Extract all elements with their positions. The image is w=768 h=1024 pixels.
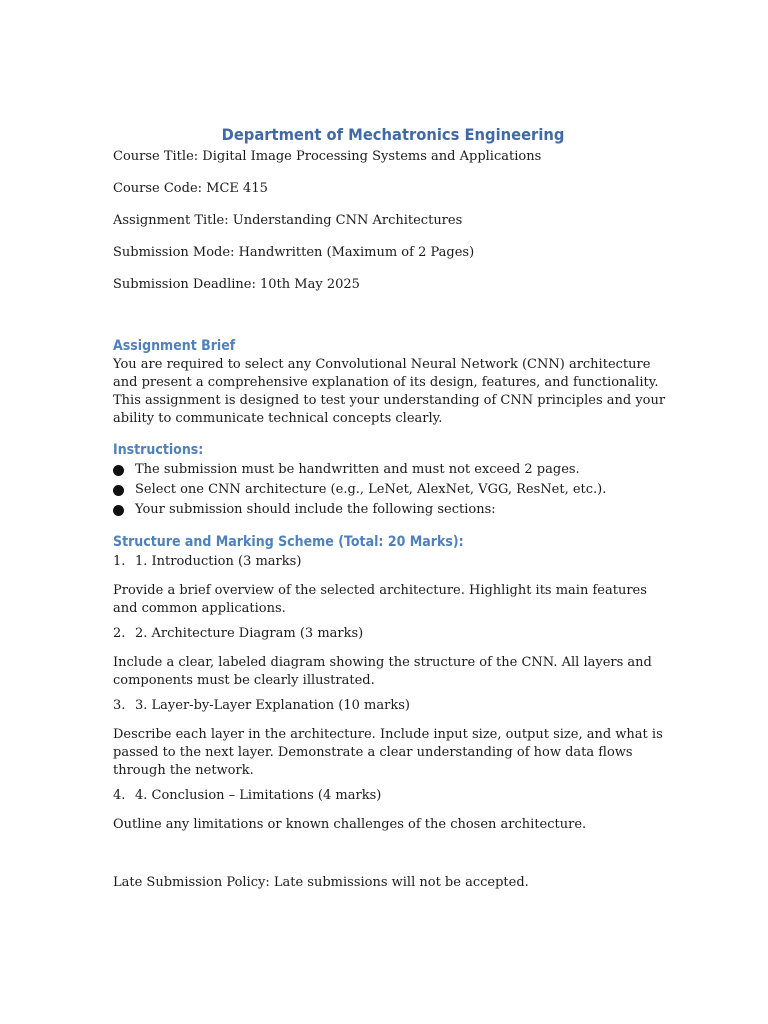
item-title: 2. Architecture Diagram (3 marks)	[135, 626, 364, 641]
instruction-item	[113, 500, 673, 520]
item-title: 3. Layer-by-Layer Explanation (10 marks)	[135, 698, 410, 713]
bullet-icon	[113, 465, 124, 476]
course-code-line	[113, 180, 673, 198]
marking-item-architecture-diagram	[113, 624, 673, 644]
item-number: 2.	[113, 626, 126, 641]
submission-mode-label: Submission Mode:	[113, 245, 235, 260]
bullet-icon	[113, 485, 124, 496]
instructions-heading: Instructions:	[113, 442, 204, 458]
instructions-list	[113, 460, 673, 520]
item-description: Describe each layer in the architecture. Include input size, output size, and what is passed to the next layer. Demonstrate a clear understanding of how data flows through the network.	[113, 727, 663, 778]
marking-scheme-list	[113, 552, 673, 834]
item-title: 4. Conclusion – Limitations (4 marks)	[135, 788, 382, 803]
submission-mode-line	[113, 244, 673, 262]
submission-mode-value: Handwritten (Maximum of 2 Pages)	[238, 245, 475, 260]
marking-item-layer-explanation	[113, 696, 673, 716]
course-code-value: MCE 415	[206, 181, 268, 196]
item-title: 1. Introduction (3 marks)	[135, 554, 302, 569]
assignment-brief-text: You are required to select any Convolutional Neural Network (CNN) architecture and present a comprehensive explanation of its design, features, and functionality. This assignment is designed to test your understanding of CNN principles and your ability to communicate technical concepts clearly.	[113, 357, 666, 426]
document-title: Department of Mechatronics Engineering	[221, 125, 565, 144]
submission-deadline-label: Submission Deadline:	[113, 277, 256, 292]
item-number: 1.	[113, 554, 126, 569]
course-code-label: Course Code:	[113, 181, 203, 196]
item-description: Outline any limitations or known challenges of the chosen architecture.	[113, 817, 587, 832]
marking-scheme-heading: Structure and Marking Scheme (Total: 20 Marks):	[113, 534, 464, 550]
document-page	[113, 124, 673, 892]
submission-deadline-line	[113, 276, 673, 294]
assignment-title-label: Assignment Title:	[113, 213, 229, 228]
instruction-text: Select one CNN architecture (e.g., LeNet, AlexNet, VGG, ResNet, etc.).	[135, 482, 607, 497]
course-details	[113, 148, 673, 294]
marking-item-introduction	[113, 552, 673, 572]
submission-deadline-value: 10th May 2025	[260, 277, 360, 292]
assignment-title-line	[113, 212, 673, 230]
item-description: Provide a brief overview of the selected architecture. Highlight its main features and common applications.	[113, 583, 647, 616]
item-number: 3.	[113, 698, 126, 713]
course-title-line	[113, 148, 673, 166]
course-title-value: Digital Image Processing Systems and Applications	[202, 149, 542, 164]
marking-item-conclusion	[113, 786, 673, 806]
assignment-title-value: Understanding CNN Architectures	[232, 213, 463, 228]
item-description: Include a clear, labeled diagram showing the structure of the CNN. All layers and components must be clearly illustrated.	[113, 655, 652, 688]
course-title-label: Course Title:	[113, 149, 199, 164]
late-policy-line	[113, 874, 673, 892]
late-policy-label: Late Submission Policy:	[113, 875, 270, 890]
assignment-brief-heading: Assignment Brief	[113, 338, 236, 354]
instruction-text: The submission must be handwritten and must not exceed 2 pages.	[135, 462, 580, 477]
instruction-text: Your submission should include the following sections:	[135, 502, 496, 517]
instruction-item	[113, 460, 673, 480]
bullet-icon	[113, 505, 124, 516]
instruction-item	[113, 480, 673, 500]
late-policy-value: Late submissions will not be accepted.	[273, 875, 529, 890]
item-number: 4.	[113, 788, 126, 803]
